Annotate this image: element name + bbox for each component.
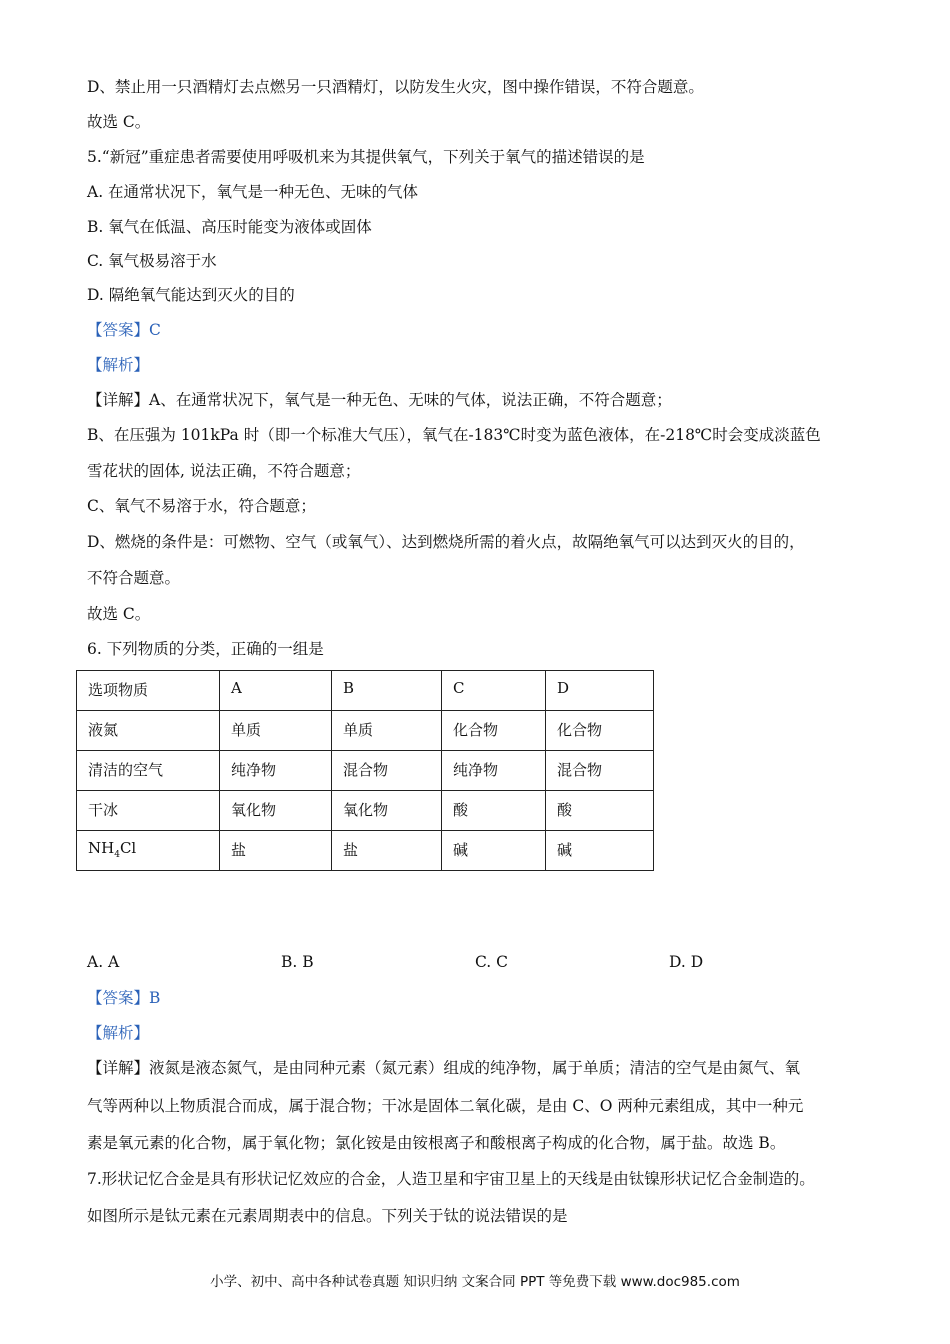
detail-line: 【详解】液氮是液态氮气，是由同种元素（氮元素）组成的纯净物，属于单质；清洁的空气是由氮气、氧 bbox=[87, 1059, 801, 1077]
choice-c: C. C bbox=[475, 953, 509, 971]
table-cell: 纯净物 bbox=[220, 751, 332, 791]
option-a: A. 在通常状况下，氧气是一种无色、无味的气体 bbox=[87, 183, 419, 201]
analysis-label: 【解析】 bbox=[87, 1024, 150, 1042]
choice-a: A. A bbox=[87, 953, 120, 971]
text-line: D、禁止用一只酒精灯去点燃另一只酒精灯，以防发生火灾，图中操作错误，不符合题意。 bbox=[87, 78, 704, 96]
table-cell: 液氮 bbox=[77, 711, 220, 751]
table-header-row bbox=[77, 671, 654, 711]
table-row bbox=[77, 831, 654, 871]
detail-line: D、燃烧的条件是：可燃物、空气（或氧气）、达到燃烧所需的着火点，故隔绝氧气可以达到灭火的目的， bbox=[87, 533, 805, 551]
table-cell: 单质 bbox=[220, 711, 332, 751]
table-row bbox=[77, 711, 654, 751]
option-c: C. 氧气极易溶于水 bbox=[87, 252, 217, 270]
choice-d: D. D bbox=[669, 953, 704, 971]
question-7-stem: 7.形状记忆合金是具有形状记忆效应的合金，人造卫星和宇宙卫星上的天线是由钛镍形状记忆合金制造的。 bbox=[87, 1170, 815, 1188]
table-cell: A bbox=[220, 671, 332, 711]
table-cell: 化合物 bbox=[442, 711, 546, 751]
table-cell: 酸 bbox=[442, 791, 546, 831]
detail-line: 【详解】A、在通常状况下，氧气是一种无色、无味的气体，说法正确，不符合题意； bbox=[87, 391, 672, 409]
table-cell: 干冰 bbox=[77, 791, 220, 831]
table-cell: 化合物 bbox=[546, 711, 654, 751]
table-cell: 清洁的空气 bbox=[77, 751, 220, 791]
table-cell: B bbox=[332, 671, 442, 711]
table-cell: 混合物 bbox=[546, 751, 654, 791]
detail-line: 不符合题意。 bbox=[87, 569, 181, 587]
detail-line: 雪花状的固体, 说法正确，不符合题意； bbox=[87, 462, 361, 480]
text-line: 故选 C。 bbox=[87, 605, 151, 623]
option-b: B. 氧气在低温、高压时能变为液体或固体 bbox=[87, 218, 372, 236]
table-cell: 碱 bbox=[442, 831, 546, 871]
question-5-stem: 5.“新冠”重症患者需要使用呼吸机来为其提供氧气，下列关于氧气的描述错误的是 bbox=[87, 148, 645, 166]
table-cell: 碱 bbox=[546, 831, 654, 871]
table-cell: C bbox=[442, 671, 546, 711]
table-cell: 盐 bbox=[332, 831, 442, 871]
table-cell: 酸 bbox=[546, 791, 654, 831]
detail-line: B、在压强为 101kPa 时（即一个标准大气压），氧气在-183℃时变为蓝色液体，在-218℃时会变成淡蓝色 bbox=[87, 426, 821, 444]
text-line: 故选 C。 bbox=[87, 113, 151, 131]
answer-label: 【答案】C bbox=[87, 321, 161, 339]
detail-line: 气等两种以上物质混合而成，属于混合物；干冰是固体二氧化碳，是由 C、O 两种元素组成，其中一种元 bbox=[87, 1097, 804, 1115]
detail-line: C、氧气不易溶于水，符合题意； bbox=[87, 497, 316, 515]
table-cell: 氧化物 bbox=[220, 791, 332, 831]
question-6-stem: 6. 下列物质的分类，正确的一组是 bbox=[87, 640, 324, 658]
question-7-stem: 如图所示是钛元素在元素周期表中的信息。下列关于钛的说法错误的是 bbox=[87, 1207, 568, 1225]
choice-b: B. B bbox=[281, 953, 314, 971]
table-cell: D bbox=[546, 671, 654, 711]
table-cell: 混合物 bbox=[332, 751, 442, 791]
detail-line: 素是氧元素的化合物，属于氧化物；氯化铵是由铵根离子和酸根离子构成的化合物，属于盐。故选 B。 bbox=[87, 1134, 786, 1152]
footer-text: 小学、初中、高中各种试卷真题 知识归纳 文案合同 PPT 等免费下载 www.doc985.com bbox=[210, 1274, 740, 1290]
table-cell: 单质 bbox=[332, 711, 442, 751]
table-cell: 纯净物 bbox=[442, 751, 546, 791]
table-cell: 选项物质 bbox=[77, 671, 220, 711]
table-row bbox=[77, 791, 654, 831]
table-cell: 氧化物 bbox=[332, 791, 442, 831]
table-row bbox=[77, 751, 654, 791]
classification-table bbox=[76, 670, 654, 871]
table-cell-formula: $NH_4Cl$ bbox=[77, 831, 220, 871]
table-cell: 盐 bbox=[220, 831, 332, 871]
answer-label: 【答案】B bbox=[87, 989, 161, 1007]
option-d: D. 隔绝氧气能达到灭火的目的 bbox=[87, 286, 295, 304]
analysis-label: 【解析】 bbox=[87, 356, 150, 374]
